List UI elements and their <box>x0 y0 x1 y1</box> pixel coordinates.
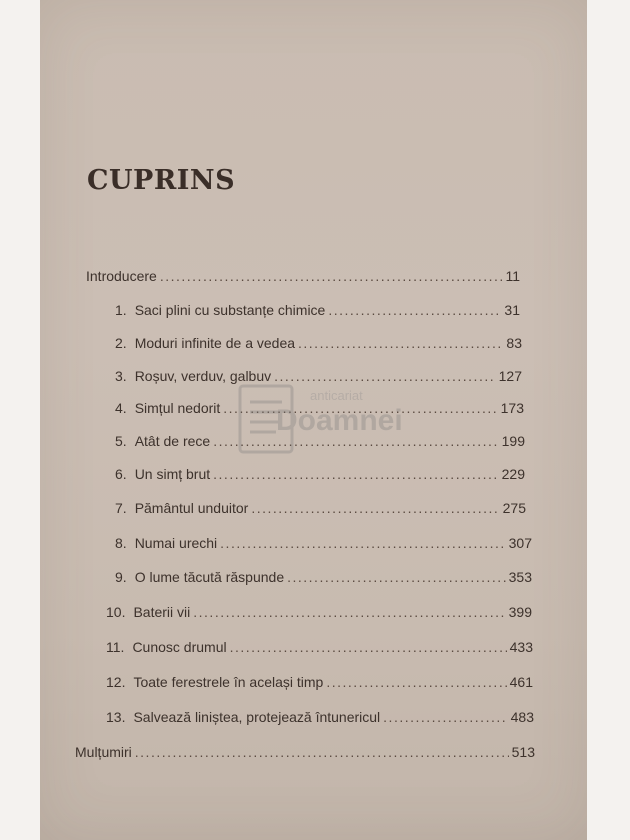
toc-entry-label: Simțul nedorit <box>134 400 221 416</box>
toc-leader-dots <box>251 500 499 516</box>
toc-chapter-number: 5. <box>115 433 127 449</box>
toc-page-number: 173 <box>500 400 524 416</box>
toc-leader-dots <box>160 268 503 284</box>
toc-entry-chapter-6 <box>115 466 525 486</box>
toc-entry-label: Introducere <box>86 268 157 284</box>
toc-chapter-number: 4. <box>115 400 127 416</box>
toc-entry-chapter-8 <box>115 535 532 555</box>
toc-entry-label: Mulțumiri <box>75 744 132 760</box>
toc-leader-dots <box>298 335 503 351</box>
watermark-logo <box>236 378 406 460</box>
toc-chapter-number: 12. <box>106 674 126 690</box>
toc-entry-label: Saci plini cu substanțe chimice <box>134 302 326 318</box>
toc-entry-label: Baterii vii <box>133 604 191 620</box>
toc-page-number: 399 <box>508 604 532 620</box>
toc-entry-label: Salvează liniștea, protejează întunericul <box>133 709 381 725</box>
toc-page-number: 229 <box>501 466 525 482</box>
toc-chapter-number: 1. <box>115 302 127 318</box>
toc-leader-dots <box>326 674 506 690</box>
watermark-small-text: anticariat <box>310 388 363 403</box>
toc-page-number: 199 <box>501 433 525 449</box>
toc-page-number: 433 <box>509 639 533 655</box>
toc-page-number: 11 <box>505 268 520 284</box>
toc-entry-label: O lume tăcută răspunde <box>134 569 285 585</box>
toc-leader-dots <box>193 604 505 620</box>
toc-page-number: 275 <box>502 500 526 516</box>
page-title: CUPRINS <box>87 165 236 196</box>
toc-page-number: 127 <box>498 368 522 384</box>
toc-page-number: 31 <box>504 302 520 318</box>
toc-leader-dots <box>213 466 498 482</box>
toc-entry-chapter-9 <box>115 569 532 589</box>
toc-page-number: 83 <box>506 335 522 351</box>
toc-page-number: 353 <box>508 569 532 585</box>
toc-leader-dots <box>383 709 507 725</box>
toc-chapter-number: 11. <box>106 639 125 655</box>
toc-chapter-number: 13. <box>106 709 126 725</box>
toc-entry-label: Un simț brut <box>134 466 211 482</box>
toc-entry-label: Pământul unduitor <box>134 500 249 516</box>
toc-chapter-number: 3. <box>115 368 127 384</box>
toc-chapter-number: 8. <box>115 535 127 551</box>
toc-chapter-number: 9. <box>115 569 127 585</box>
toc-leader-dots <box>135 744 509 760</box>
toc-leader-dots <box>328 302 501 318</box>
toc-entry-chapter-2 <box>115 335 522 355</box>
toc-page-number: 461 <box>509 674 533 690</box>
toc-entry-label: Roșuv, verduv, galbuv <box>134 368 272 384</box>
toc-entry-chapter-7 <box>115 500 526 520</box>
toc-entry-label: Numai urechi <box>134 535 218 551</box>
toc-leader-dots <box>220 535 505 551</box>
toc-chapter-number: 2. <box>115 335 127 351</box>
toc-page-number: 513 <box>511 744 535 760</box>
toc-entry-chapter-12 <box>106 674 533 694</box>
toc-entry-label: Atât de rece <box>134 433 211 449</box>
toc-entry-chapter-1 <box>115 302 520 322</box>
toc-entry-label: Cunosc drumul <box>132 639 227 655</box>
toc-chapter-number: 10. <box>106 604 126 620</box>
toc-entry-label: Moduri infinite de a vedea <box>134 335 296 351</box>
toc-entry-acknowledgements <box>75 744 535 764</box>
toc-entry-introduction <box>86 268 520 288</box>
toc-page-number: 307 <box>508 535 532 551</box>
toc-leader-dots <box>230 639 507 655</box>
watermark-brand-text: Doamnei <box>276 404 403 437</box>
toc-entry-chapter-10 <box>106 604 532 624</box>
toc-entry-label: Toate ferestrele în același timp <box>133 674 324 690</box>
toc-page-number: 483 <box>510 709 534 725</box>
toc-leader-dots <box>287 569 506 585</box>
toc-entry-chapter-11 <box>106 639 533 659</box>
toc-chapter-number: 7. <box>115 500 127 516</box>
toc-chapter-number: 6. <box>115 466 127 482</box>
toc-entry-chapter-13 <box>106 709 534 729</box>
